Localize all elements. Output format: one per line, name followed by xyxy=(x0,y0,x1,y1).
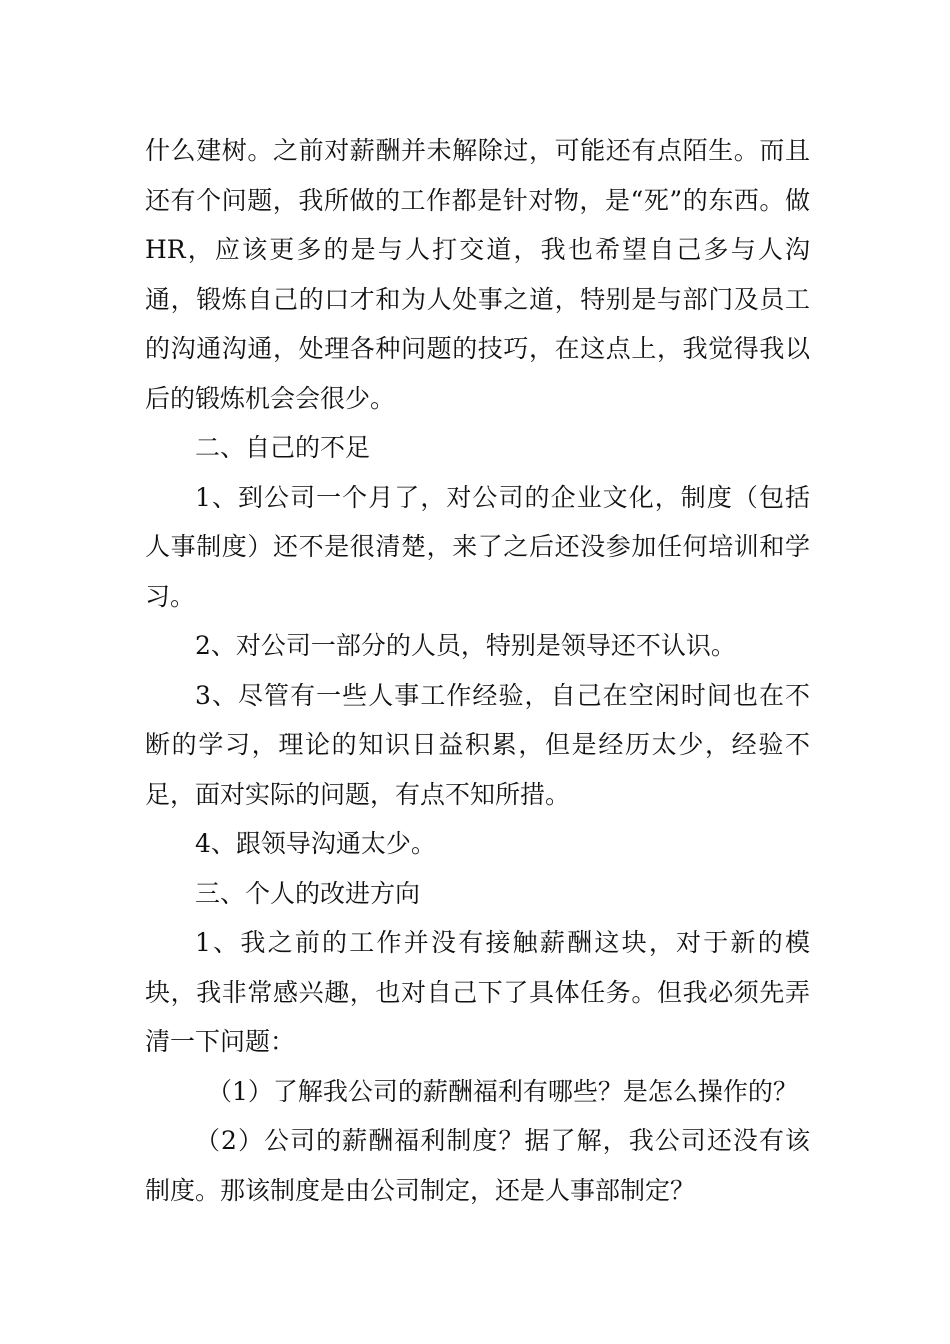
sub-item-question-2: （2）公司的薪酬福利制度？据了解，我公司还没有该制度。那该制度是由公司制定，还是人事部制定？ xyxy=(145,1126,810,1205)
section-heading-improvement: 三、个人的改进方向 xyxy=(195,878,421,908)
sub-item-question-1: （1）了解我公司的薪酬福利有哪些？是怎么操作的？ xyxy=(207,1076,798,1106)
document-body xyxy=(145,126,810,1215)
list-item-shortcoming-3: 3、尽管有一些人事工作经验，自己在空闲时间也在不断的学习，理论的知识日益积累，但是经历太少，经验不足，面对实际的问题，有点不知所措。 xyxy=(145,680,810,809)
list-item-shortcoming-4: 4、跟领导沟通太少。 xyxy=(195,829,436,858)
list-item-shortcoming-2: 2、对公司一部分的人员，特别是领导还不认识。 xyxy=(195,631,736,660)
section-heading-shortcomings: 二、自己的不足 xyxy=(195,433,371,462)
paragraph-continuation: 什么建树。之前对薪酬并未解除过，可能还有点陌生。而且还有个问题，我所做的工作都是针对物，是“死”的东西。做HR，应该更多的是与人打交道，我也希望自己多与人沟通，锻炼自己的口才和为人处事之道，特别是与部门及员工的沟通沟通，处理各种问题的技巧，在这点上，我觉得我以后的锻炼机会会很少。 xyxy=(145,136,810,413)
list-item-improvement-1: 1、我之前的工作并没有接触薪酬这块，对于新的模块，我非常感兴趣，也对自己下了具体任务。但我必须先弄清一下问题： xyxy=(145,928,810,1056)
list-item-shortcoming-1: 1、到公司一个月了，对公司的企业文化，制度（包括人事制度）还不是很清楚，来了之后还没参加任何培训和学习。 xyxy=(145,482,810,611)
